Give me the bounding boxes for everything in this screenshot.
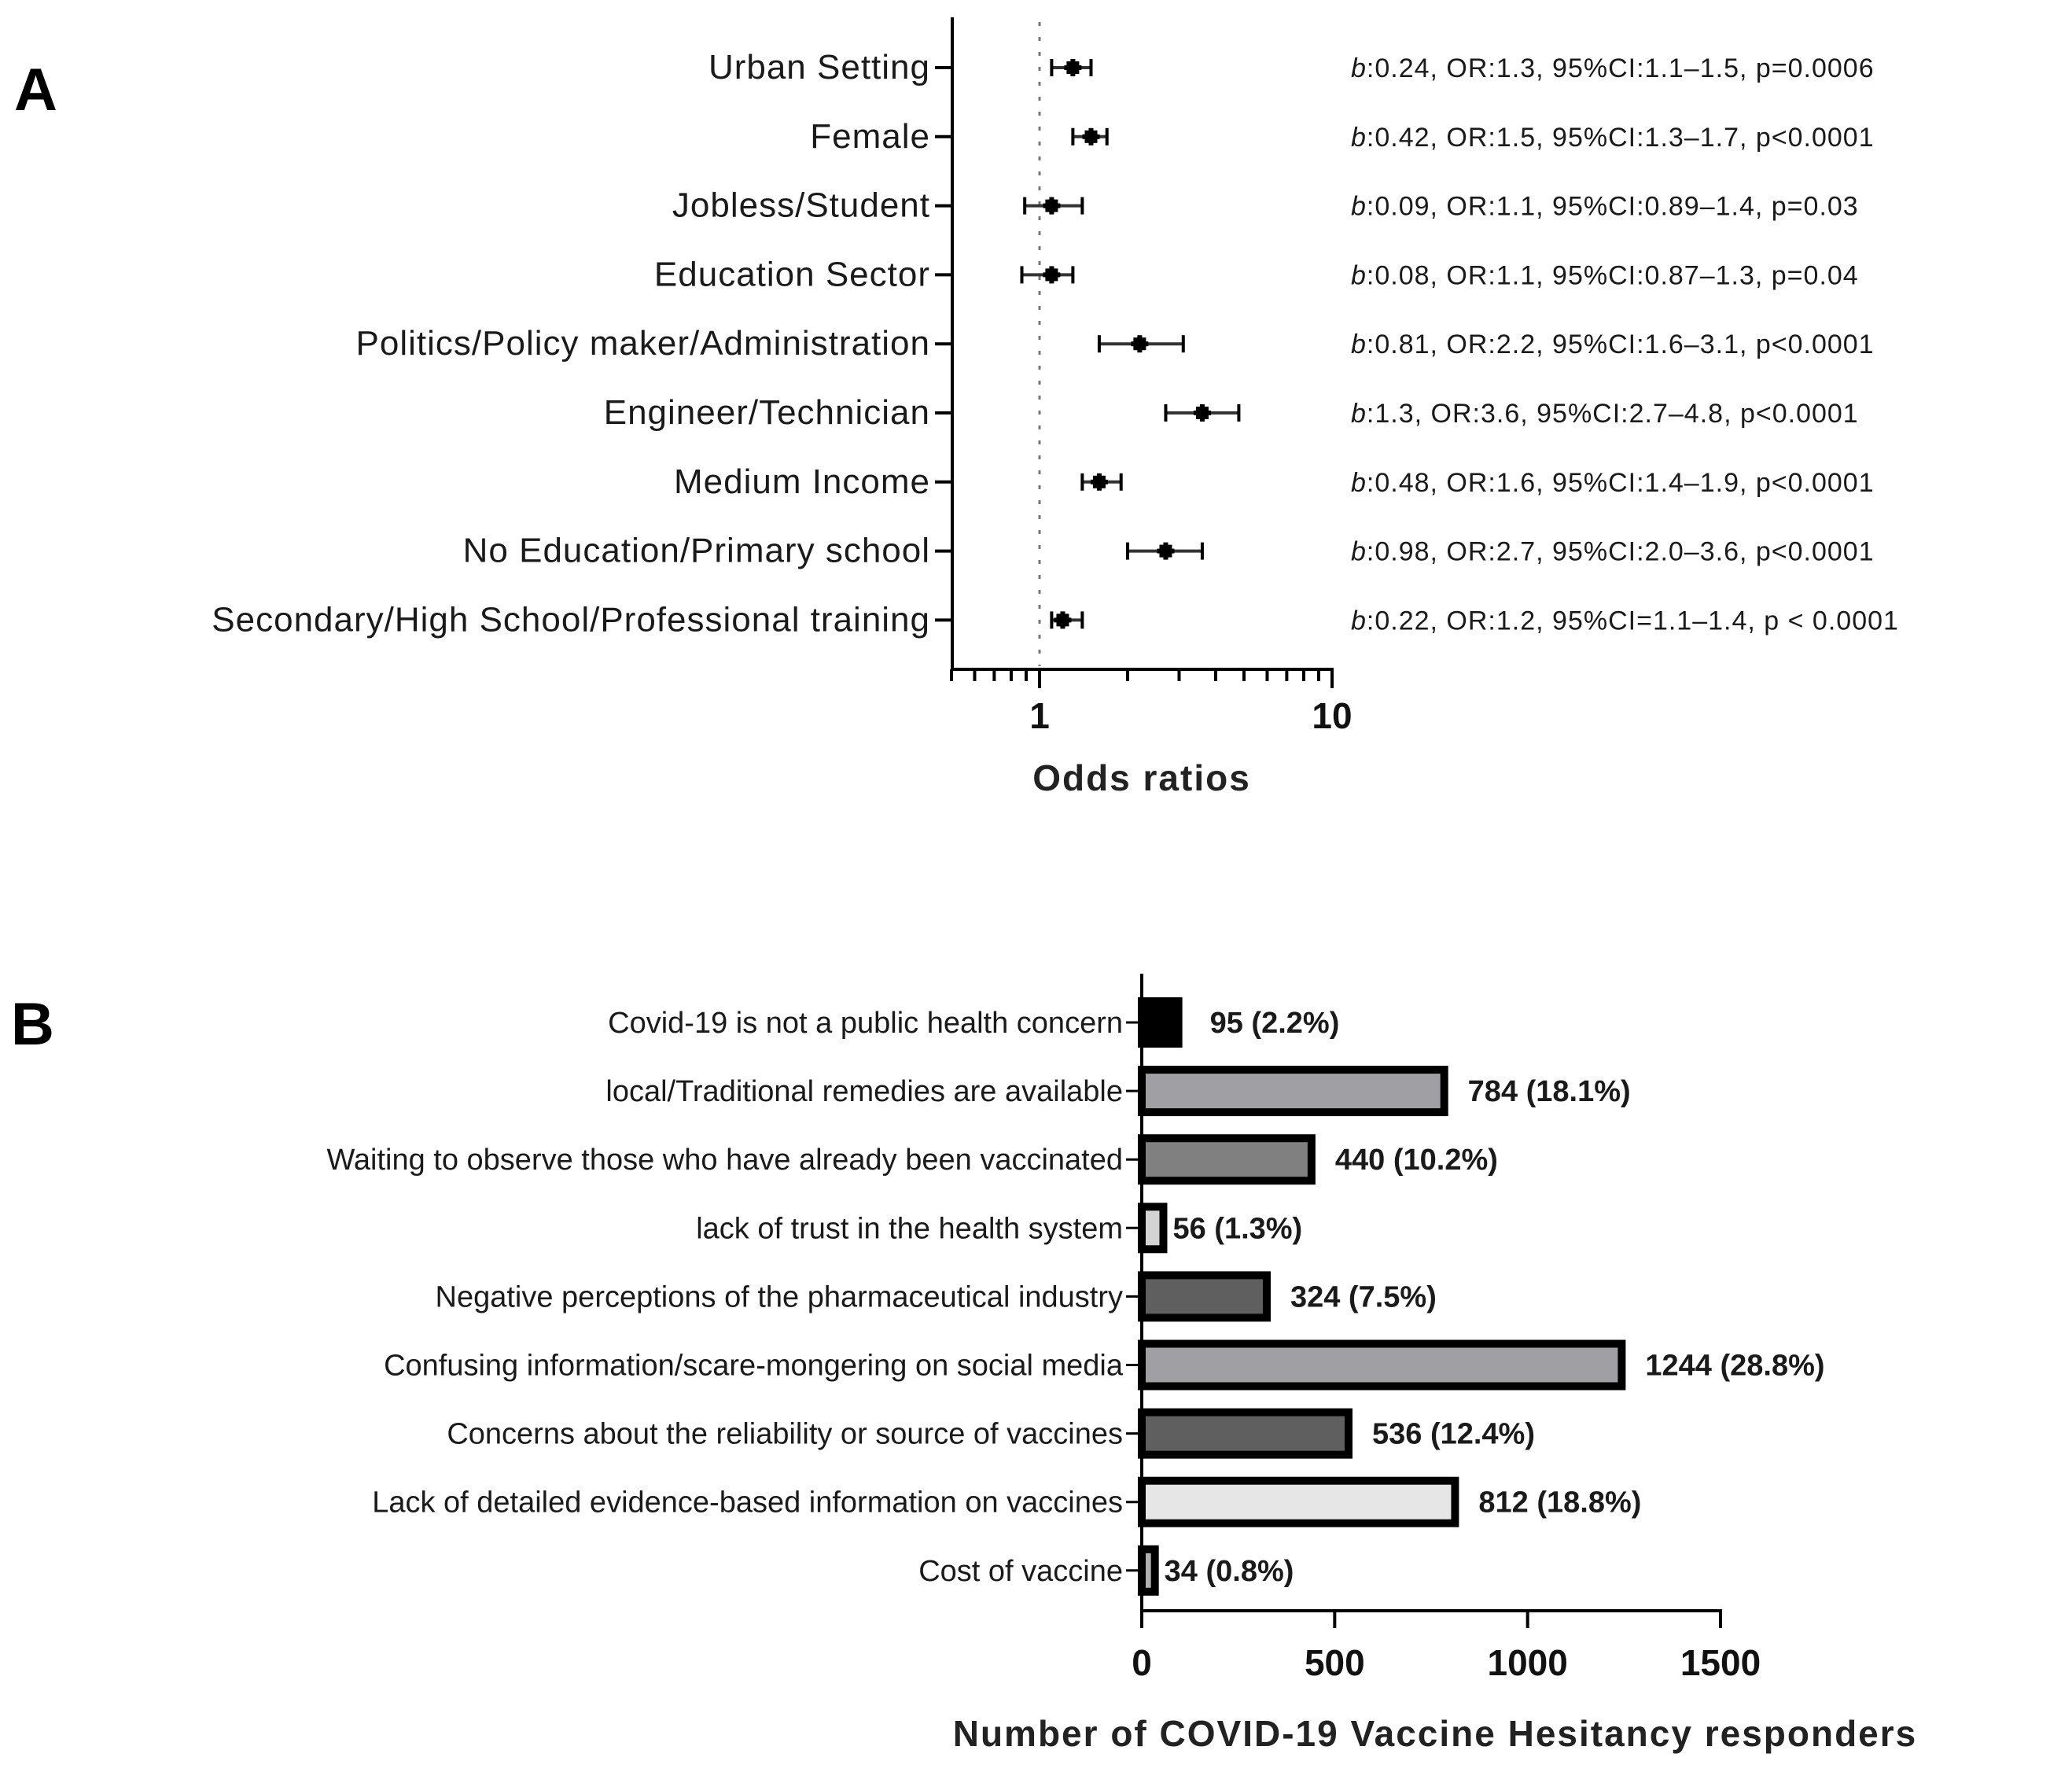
bar-row <box>384 1344 1824 1387</box>
forest-row-label: Urban Setting <box>708 48 930 87</box>
forest-row-stats: b:0.22, OR:1.2, 95%CI=1.1–1.4, p < 0.0001 <box>1351 606 1899 636</box>
x-tick-label: 1500 <box>1680 1642 1761 1683</box>
forest-row-stats: b:0.48, OR:1.6, 95%CI:1.4–1.9, p<0.0001 <box>1351 467 1875 498</box>
bar-row <box>326 1138 1497 1181</box>
bar-category-label: Negative perceptions of the pharmaceutical industry <box>435 1280 1123 1314</box>
bar-category-label: Cost of vaccine <box>918 1554 1123 1588</box>
panel-b-letter: B <box>11 991 54 1058</box>
bar-value-label: 56 (1.3%) <box>1172 1212 1303 1246</box>
bar <box>1142 1070 1445 1112</box>
bar-row <box>918 1549 1294 1592</box>
panel-b-rows <box>326 1001 1824 1592</box>
x-tick-label: 500 <box>1304 1642 1365 1683</box>
forest-row <box>654 255 1859 293</box>
bar-category-label: local/Traditional remedies are available <box>605 1075 1123 1109</box>
bar-row <box>605 1070 1630 1112</box>
forest-row-label: Jobless/Student <box>672 186 930 225</box>
bar-category-label: lack of trust in the health system <box>696 1212 1123 1246</box>
bar-value-label: 324 (7.5%) <box>1290 1280 1437 1314</box>
forest-row-label: Education Sector <box>653 255 930 294</box>
bar <box>1142 1275 1267 1317</box>
forest-row-label: Politics/Policy maker/Administration <box>355 324 930 363</box>
bar <box>1142 1481 1455 1523</box>
panel-a-axes <box>951 17 1353 736</box>
panel-a-forest-plot <box>14 17 1899 798</box>
x-tick-label: 10 <box>1312 695 1353 736</box>
bar-category-label: Waiting to observe those who have already been vaccinated <box>326 1144 1123 1177</box>
forest-row-label: Secondary/High School/Professional training <box>212 600 930 639</box>
bar <box>1142 1138 1312 1181</box>
forest-row-label: Female <box>810 116 930 156</box>
bar-category-label: Lack of detailed evidence-based information on vaccines <box>372 1486 1123 1520</box>
forest-row-stats: b:0.24, OR:1.3, 95%CI:1.1–1.5, p=0.0006 <box>1351 53 1875 83</box>
bar-category-label: Covid-19 is not a public health concern <box>608 1007 1123 1040</box>
bar-row <box>447 1413 1535 1455</box>
panel-a-rows <box>212 48 1899 639</box>
bar-value-label: 536 (12.4%) <box>1371 1417 1536 1451</box>
forest-row <box>674 462 1875 501</box>
x-tick-label: 1 <box>1029 695 1050 736</box>
forest-row-stats: b:0.98, OR:2.7, 95%CI:2.0–3.6, p<0.0001 <box>1351 536 1875 567</box>
bar-value-label: 784 (18.1%) <box>1467 1075 1631 1109</box>
bar-row <box>436 1275 1437 1317</box>
bar <box>1142 1413 1349 1455</box>
forest-row <box>708 48 1875 87</box>
bar-value-label: 812 (18.8%) <box>1478 1486 1642 1520</box>
forest-row-label: Engineer/Technician <box>603 393 930 432</box>
bar-value-label: 1244 (28.8%) <box>1645 1349 1825 1383</box>
bar <box>1142 1001 1179 1044</box>
forest-row-stats: b:0.08, OR:1.1, 95%CI:0.87–1.3, p=0.04 <box>1351 260 1859 291</box>
panel-a-letter: A <box>14 57 57 123</box>
forest-row-label: No Education/Primary school <box>462 531 930 570</box>
forest-row <box>463 532 1875 570</box>
panel-a-x-axis-title: Odds ratios <box>1032 757 1251 798</box>
bar-value-label: 440 (10.2%) <box>1334 1144 1498 1177</box>
forest-row-label: Medium Income <box>673 462 930 501</box>
bar-row <box>608 1001 1339 1044</box>
bar-row <box>696 1207 1302 1249</box>
forest-row-stats: b:1.3, OR:3.6, 95%CI:2.7–4.8, p<0.0001 <box>1351 399 1859 429</box>
forest-row-stats: b:0.09, OR:1.1, 95%CI:0.89–1.4, p=0.03 <box>1351 191 1859 222</box>
forest-row <box>212 600 1899 639</box>
bar-category-label: Confusing information/scare-mongering on social media <box>384 1349 1123 1383</box>
forest-row <box>356 324 1875 363</box>
bar-value-label: 34 (0.8%) <box>1164 1554 1294 1588</box>
forest-row-stats: b:0.42, OR:1.5, 95%CI:1.3–1.7, p<0.0001 <box>1351 122 1875 153</box>
bar-value-label: 95 (2.2%) <box>1209 1007 1340 1040</box>
bar <box>1142 1207 1163 1249</box>
panel-b-bar-chart <box>11 974 1917 1754</box>
bar-category-label: Concerns about the reliability or source of vaccines <box>447 1417 1123 1451</box>
forest-row <box>672 186 1859 225</box>
x-tick-label: 1000 <box>1487 1642 1568 1683</box>
bar <box>1142 1549 1155 1592</box>
bar <box>1142 1344 1621 1387</box>
forest-row-stats: b:0.81, OR:2.2, 95%CI:1.6–3.1, p<0.0001 <box>1351 330 1875 360</box>
forest-row <box>810 117 1874 156</box>
bar-row <box>372 1481 1641 1523</box>
panel-b-x-axis-title: Number of COVID-19 Vaccine Hesitancy responders <box>952 1713 1918 1754</box>
forest-row <box>604 393 1859 432</box>
x-tick-label: 0 <box>1132 1642 1152 1683</box>
